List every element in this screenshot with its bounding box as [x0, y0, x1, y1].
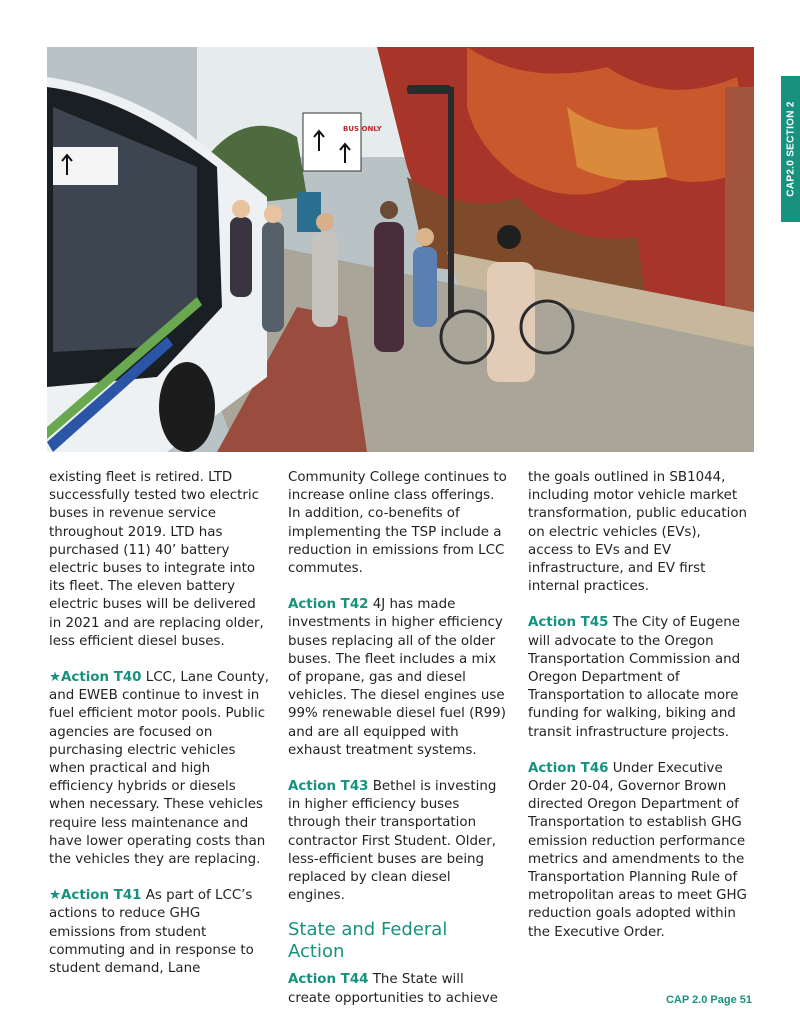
action-t40-text: LCC, Lane County, and EWEB continue to invest in fuel efficient motor pools. Public agencies are focused on purchasing electric vehicles when practical and high efficiency hybrids or diesels when necessary. These vehicles require less maintenance and have lower operating costs than the vehicles they are replacing.: [49, 670, 270, 868]
action-t45-text: The City of Eugene will advocate to the Oregon Transportation Commission and Oregon Department of Transportation to allocate more funding for walking, biking and transit infrastructure projects.: [528, 615, 741, 740]
star-icon: ★: [49, 888, 62, 904]
action-t44-text: The State will create opportunities to achieve: [288, 972, 498, 1006]
bus-stop-photo: [47, 47, 754, 452]
bus-only-sign-text: BUS ONLY: [343, 125, 382, 133]
action-t46-label: Action T46: [528, 760, 609, 776]
action-t41-label: Action T41: [61, 888, 142, 904]
action-t44-label: Action T44: [288, 972, 369, 988]
section-side-tab-label: CAP2.0 SECTION 2: [785, 101, 796, 197]
action-t40: [49, 669, 269, 869]
action-t45: [528, 614, 748, 741]
action-t42-text: 4J has made investments in higher efficiency buses replacing all of the older buses. The fleet includes a mix of propane, gas and diesel vehicles. The diesel engines use 99% renewable diesel fuel (R99) and are all equipped with exhaust treatment systems.: [288, 597, 506, 758]
action-t43: [288, 778, 508, 905]
text-column-1: [49, 469, 269, 996]
star-icon: ★: [49, 670, 62, 686]
action-t40-label: Action T40: [61, 670, 142, 686]
action-t45-label: Action T45: [528, 615, 609, 631]
action-t44: [288, 971, 508, 1007]
paragraph-online-classes: Community College continues to increase online class offerings. In addition, co-benefits of implementing the TSP include a reduction in emissions from LCC commutes.: [288, 470, 507, 577]
section-heading-state-federal: State and Federal Action: [288, 919, 448, 963]
action-t41: [49, 887, 269, 978]
page-footer: CAP 2.0 Page 51: [665, 994, 752, 1006]
action-t43-label: Action T43: [288, 779, 369, 795]
text-column-3: [528, 469, 748, 960]
action-t43-text: Bethel is investing in higher efficiency buses through their transportation contractor First Student. Older, less-efficient buses are being replaced by clean diesel engines.: [288, 779, 497, 904]
action-t42-label: Action T42: [288, 597, 369, 613]
action-t46-text: Under Executive Order 20-04, Governor Brown directed Oregon Department of Transportation to establish GHG emission reduction performance metrics and amendments to the Transportation Planning Rule of metropolitan areas to meet GHG reduction goals adopted within the Executive Order.: [528, 760, 747, 940]
section-side-tab: [781, 76, 800, 222]
action-t41-text: As part of LCC’s actions to reduce GHG emissions from student commuting and in response to student demand, Lane: [49, 888, 254, 977]
paragraph-sb1044-goals: the goals outlined in SB1044, including motor vehicle market transformation, public education on electric vehicles (EVs), access to EVs and EV infrastructure, and EV first internal practices.: [528, 470, 748, 595]
action-t42: [288, 596, 508, 760]
paragraph-fleet: existing fleet is retired. LTD successfully tested two electric buses in revenue service throughout 2019. LTD has purchased (11) 40’ battery electric buses to integrate into its fleet. The eleven battery electric buses will be delivered in 2021 and are replacing older, less efficient diesel buses.: [49, 470, 264, 649]
text-column-2: [288, 469, 508, 1026]
action-t46: [528, 760, 748, 942]
